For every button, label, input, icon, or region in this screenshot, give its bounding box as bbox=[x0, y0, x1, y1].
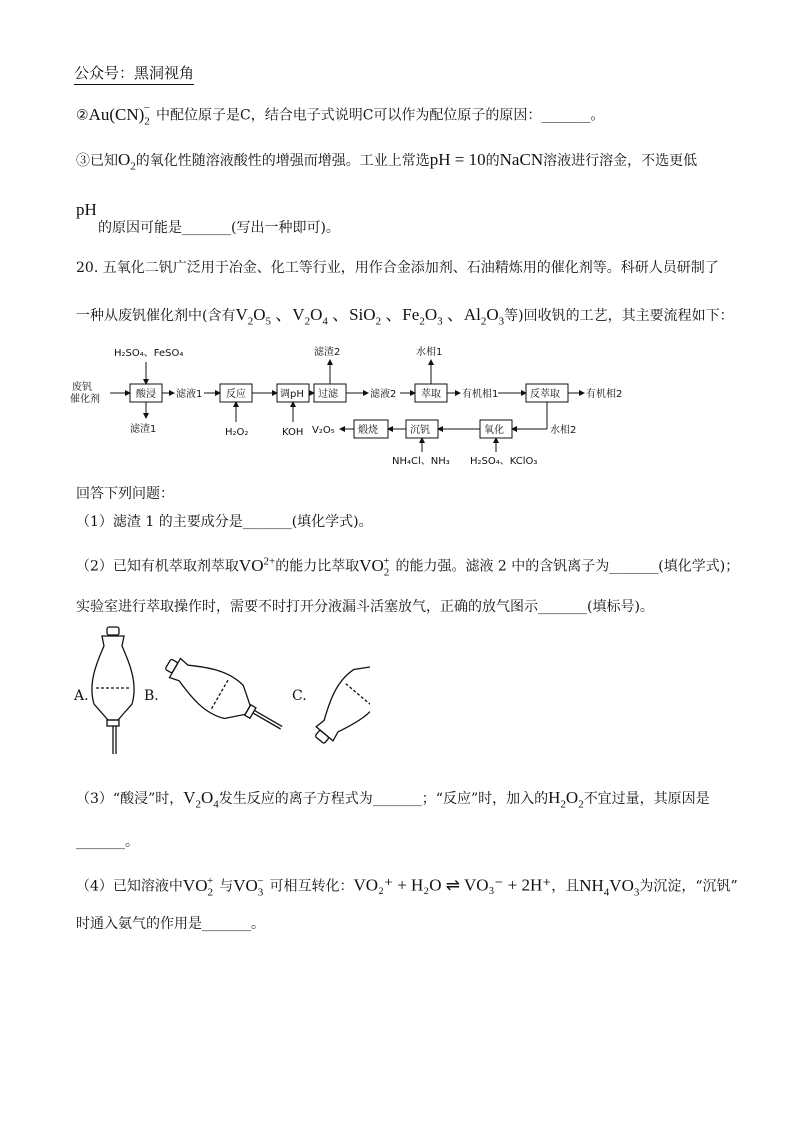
flow-organic2: 有机相2 bbox=[586, 389, 623, 400]
process-flow-diagram bbox=[70, 340, 690, 468]
flow-precip-reagents: NH₄Cl、NH₃ bbox=[392, 456, 450, 467]
watermark-header: 公众号：黑洞视角 bbox=[74, 62, 194, 85]
flow-box-extract: 萃取 bbox=[421, 389, 441, 400]
flow-filtrate1: 滤液1 bbox=[176, 389, 203, 400]
flow-v2o5: V₂O₅ bbox=[312, 425, 335, 436]
flow-box-ph: 调pH bbox=[280, 389, 304, 400]
flow-koh: KOH bbox=[282, 427, 304, 438]
flow-residue1: 滤渣1 bbox=[130, 424, 157, 435]
flow-h2o2: H₂O₂ bbox=[225, 427, 249, 438]
option-c: C. bbox=[292, 688, 307, 704]
q20-part2-line2: 实验室进行萃取操作时，需要不时打开分液漏斗活塞放气，正确的放气图示_______(填标号)。 bbox=[76, 599, 654, 615]
flow-box-back: 反萃取 bbox=[530, 389, 560, 400]
answer-intro: 回答下列问题： bbox=[76, 486, 174, 502]
flow-organic1: 有机相1 bbox=[462, 389, 499, 400]
option-b: B. bbox=[144, 688, 159, 704]
flow-water1: 水相1 bbox=[416, 347, 443, 358]
flow-box-react: 反应 bbox=[226, 389, 246, 400]
vanadium-equilibrium: VO₂⁺ + H₂O ⇌ VO₃⁻ + 2H⁺ bbox=[353, 875, 552, 895]
flow-residue2: 滤渣2 bbox=[314, 347, 341, 358]
flow-start-1: 废钒 bbox=[72, 382, 92, 393]
q20-part3-line2: _______。 bbox=[76, 834, 139, 850]
q19-line-3: ③已知$O_2$的氧化性随溶液酸性的增强而增强。工业上常选pH = 10的NaCN溶液进行溶金，不选更低 bbox=[76, 150, 698, 173]
flow-oxid-reagents: H₂SO₄、KClO₃ bbox=[470, 456, 538, 467]
separatory-funnel-figures bbox=[70, 624, 370, 764]
flow-box-filter: 过滤 bbox=[318, 389, 338, 400]
q20-part1: （1）滤渣 1 的主要成分是_______(填化学式)。 bbox=[76, 514, 373, 530]
q20-part3: （3）“酸浸”时，$V_2O_4$发生反应的离子方程式为_______；“反应”时，加入的$H_2O_2$不宜过量，其原因是 bbox=[76, 788, 710, 811]
au-cn-formula: $Au(CN)_2^-$ bbox=[88, 102, 150, 128]
flow-box-acid: 酸浸 bbox=[136, 389, 156, 400]
flow-start-2: 催化剂 bbox=[70, 394, 100, 405]
q20-intro-2: 一种从废钒催化剂中(含有$V_2O_5$ 、$V_2O_4$ 、SiO$_2$ 、$Fe_2O_3$ 、$Al_2O_3$等)回收钒的工艺，其主要流程如下： bbox=[76, 305, 734, 328]
flow-box-precip: 沉钒 bbox=[410, 425, 430, 436]
q20-part4-line2: 时通入氨气的作用是_______。 bbox=[76, 916, 265, 932]
option-a: A. bbox=[74, 688, 89, 704]
q19-line-4-text: 的原因可能是_______(写出一种即可)。 bbox=[98, 220, 340, 236]
flow-box-calc: 煅烧 bbox=[358, 425, 378, 436]
flow-water2: 水相2 bbox=[550, 425, 577, 436]
q20-intro-1: 20. 五氧化二钒广泛用于冶金、化工等行业，用作合金添加剂、石油精炼用的催化剂等。科研人员研制了 bbox=[76, 260, 719, 276]
flow-acid-reagents: H₂SO₄、FeSO₄ bbox=[114, 348, 184, 359]
q19-line-2: $②Au(CN)_2^-$ 中配位原子是C，结合电子式说明C可以作为配位原子的原因：_______。 bbox=[76, 102, 605, 128]
q20-part4: （4）已知溶液中$VO_2^+$ 与$VO_3^-$ 可相互转化：VO₂⁺ + H₂O ⇌ VO₃⁻ + 2H⁺，且$NH_4VO_3$为沉淀，“沉钒” bbox=[76, 875, 738, 899]
q20-part2: （2）已知有机萃取剂萃取$VO^{2+}$的能力比萃取$VO_2^+$ 的能力强。滤液 2 中的含钒离子为_______(填化学式)； bbox=[76, 555, 740, 579]
flow-box-oxid: 氧化 bbox=[484, 425, 504, 436]
q19-line-4: pH bbox=[76, 200, 97, 219]
flow-filtrate2: 滤液2 bbox=[370, 389, 397, 400]
